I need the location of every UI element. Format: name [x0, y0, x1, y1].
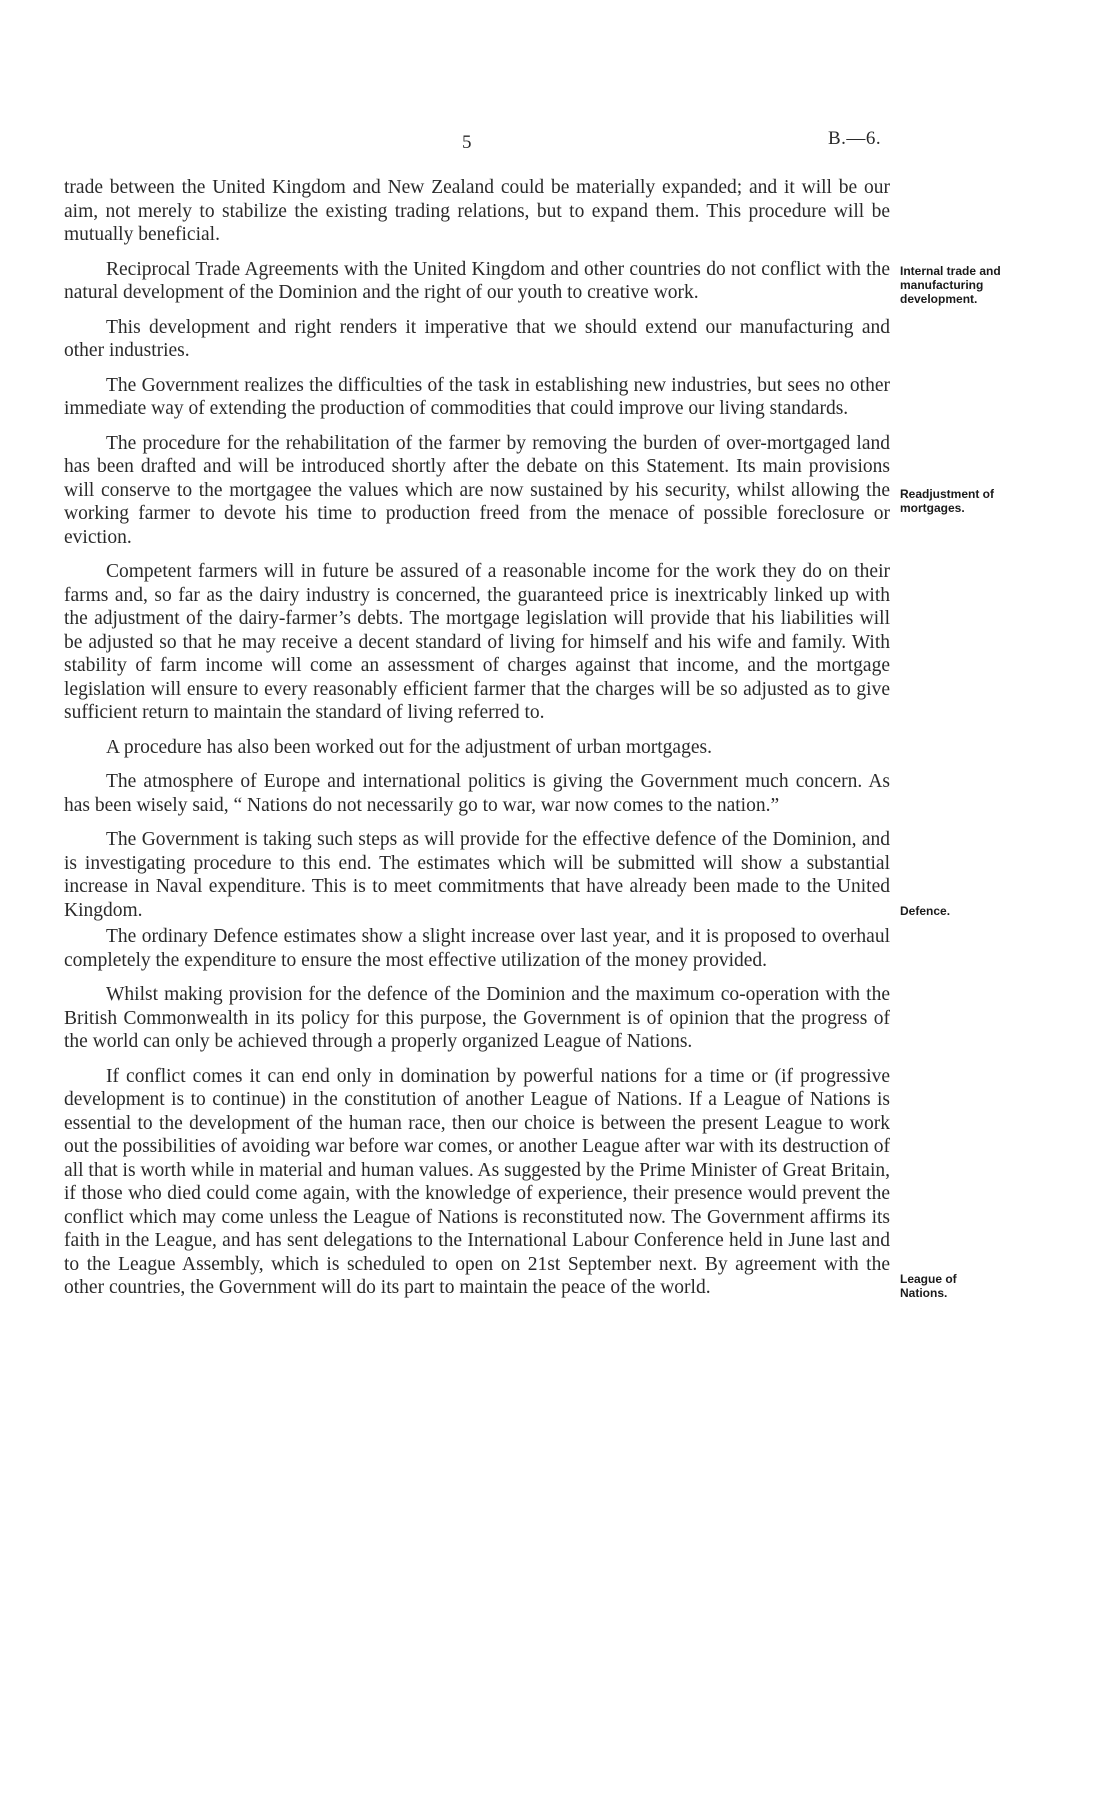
paragraph-europe-atmosphere: The atmosphere of Europe and international politics is giving the Government much concern. As has been wisely said, “ Nations do not necessarily go to war, war now comes to the nation.”: [64, 771, 890, 816]
sidenote-defence: Defence.: [900, 904, 951, 918]
paragraph-effective-defence: The Government is taking such steps as will provide for the effective defence of the Dominion, and is investigating procedure to this end. The estimates which will be submitted will show a substantial increase in Naval expenditure. This is to meet commitments that have already been made to the United Kingdom.: [64, 829, 890, 921]
paragraph-government-realizes: The Government realizes the difficulties of the task in establishing new industries, but sees no other immediate way of extending the production of commodities that could improve our living standards.: [64, 374, 890, 419]
paragraph-development-right: This development and right renders it imperative that we should extend our manufacturing and other industries.: [64, 316, 890, 361]
paragraph-league-provision: Whilst making provision for the defence of the Dominion and the maximum co-operation with the British Commonwealth in its policy for this purpose, the Government is of opinion that the progress of the world can only be achieved through a properly organized League of Nations.: [64, 984, 890, 1052]
document-reference: B.—6.: [828, 128, 882, 149]
page-number: 5: [462, 132, 472, 153]
paragraph-farmer-rehabilitation: The procedure for the rehabilitation of the farmer by removing the burden of over-mortgaged land has been drafted and will be introduced shortly after the debate on this Statement. Its main provisions will conserve to the mortgagee the values which are now sustained by his security, whilst allowing the working farmer to devote his time to production freed from the menace of possible foreclosure or eviction.: [64, 432, 890, 548]
body-text: [64, 176, 890, 1311]
sidenote-internal-trade: Internal trade and manufacturing development.: [900, 264, 1001, 306]
paragraph-urban-mortgages: A procedure has also been worked out for the adjustment of urban mortgages.: [106, 736, 712, 758]
paragraph-defence-estimates: The ordinary Defence estimates show a slight increase over last year, and it is proposed to overhaul completely the expenditure to ensure the most effective utilization of the money provided.: [64, 926, 890, 971]
sidenote-readjustment-mortgages: Readjustment of mortgages.: [900, 487, 995, 515]
sidenote-league-of-nations: League of Nations.: [900, 1272, 957, 1300]
paragraph-trade-expansion: trade between the United Kingdom and New Zealand could be materially expanded; and it will be our aim, not merely to stabilize the existing trading relations, but to expand them. This procedure will be mutually beneficial.: [64, 177, 890, 245]
paragraph-reciprocal-trade: Reciprocal Trade Agreements with the United Kingdom and other countries do not conflict with the natural development of the Dominion and the right of our youth to creative work.: [64, 258, 890, 303]
paragraph-competent-farmers: Competent farmers will in future be assured of a reasonable income for the work they do on their farms and, so far as the dairy industry is concerned, the guaranteed price is inextricably linked up with the adjustment of the dairy-farmer’s debts. The mortgage legislation will provide that his liabilities will be adjusted so that he may receive a decent standard of living for himself and his wife and family. With stability of farm income will come an assessment of charges against that income, and the mortgage legislation will ensure to every reasonably efficient farmer that the charges will be so adjusted as to give sufficient return to maintain the standard of living referred to.: [64, 561, 890, 723]
paragraph-league-conflict: If conflict comes it can end only in domination by powerful nations for a time or (if progressive development is to continue) in the constitution of another League of Nations. If a League of Nations is essential to the development of the human race, then our choice is between the present League to work out the possibilities of avoiding war before war comes, or another League after war with its destruction of all that is worth while in material and human values. As suggested by the Prime Minister of Great Britain, if those who died could come again, with the knowledge of experience, their presence would prevent the conflict which may come unless the League of Nations is reconstituted now. The Government affirms its faith in the League, and has sent delegations to the International Labour Conference held in June last and to the League Assembly, which is scheduled to open on 21st September next. By agreement with the other countries, the Government will do its part to maintain the peace of the world.: [64, 1065, 890, 1298]
